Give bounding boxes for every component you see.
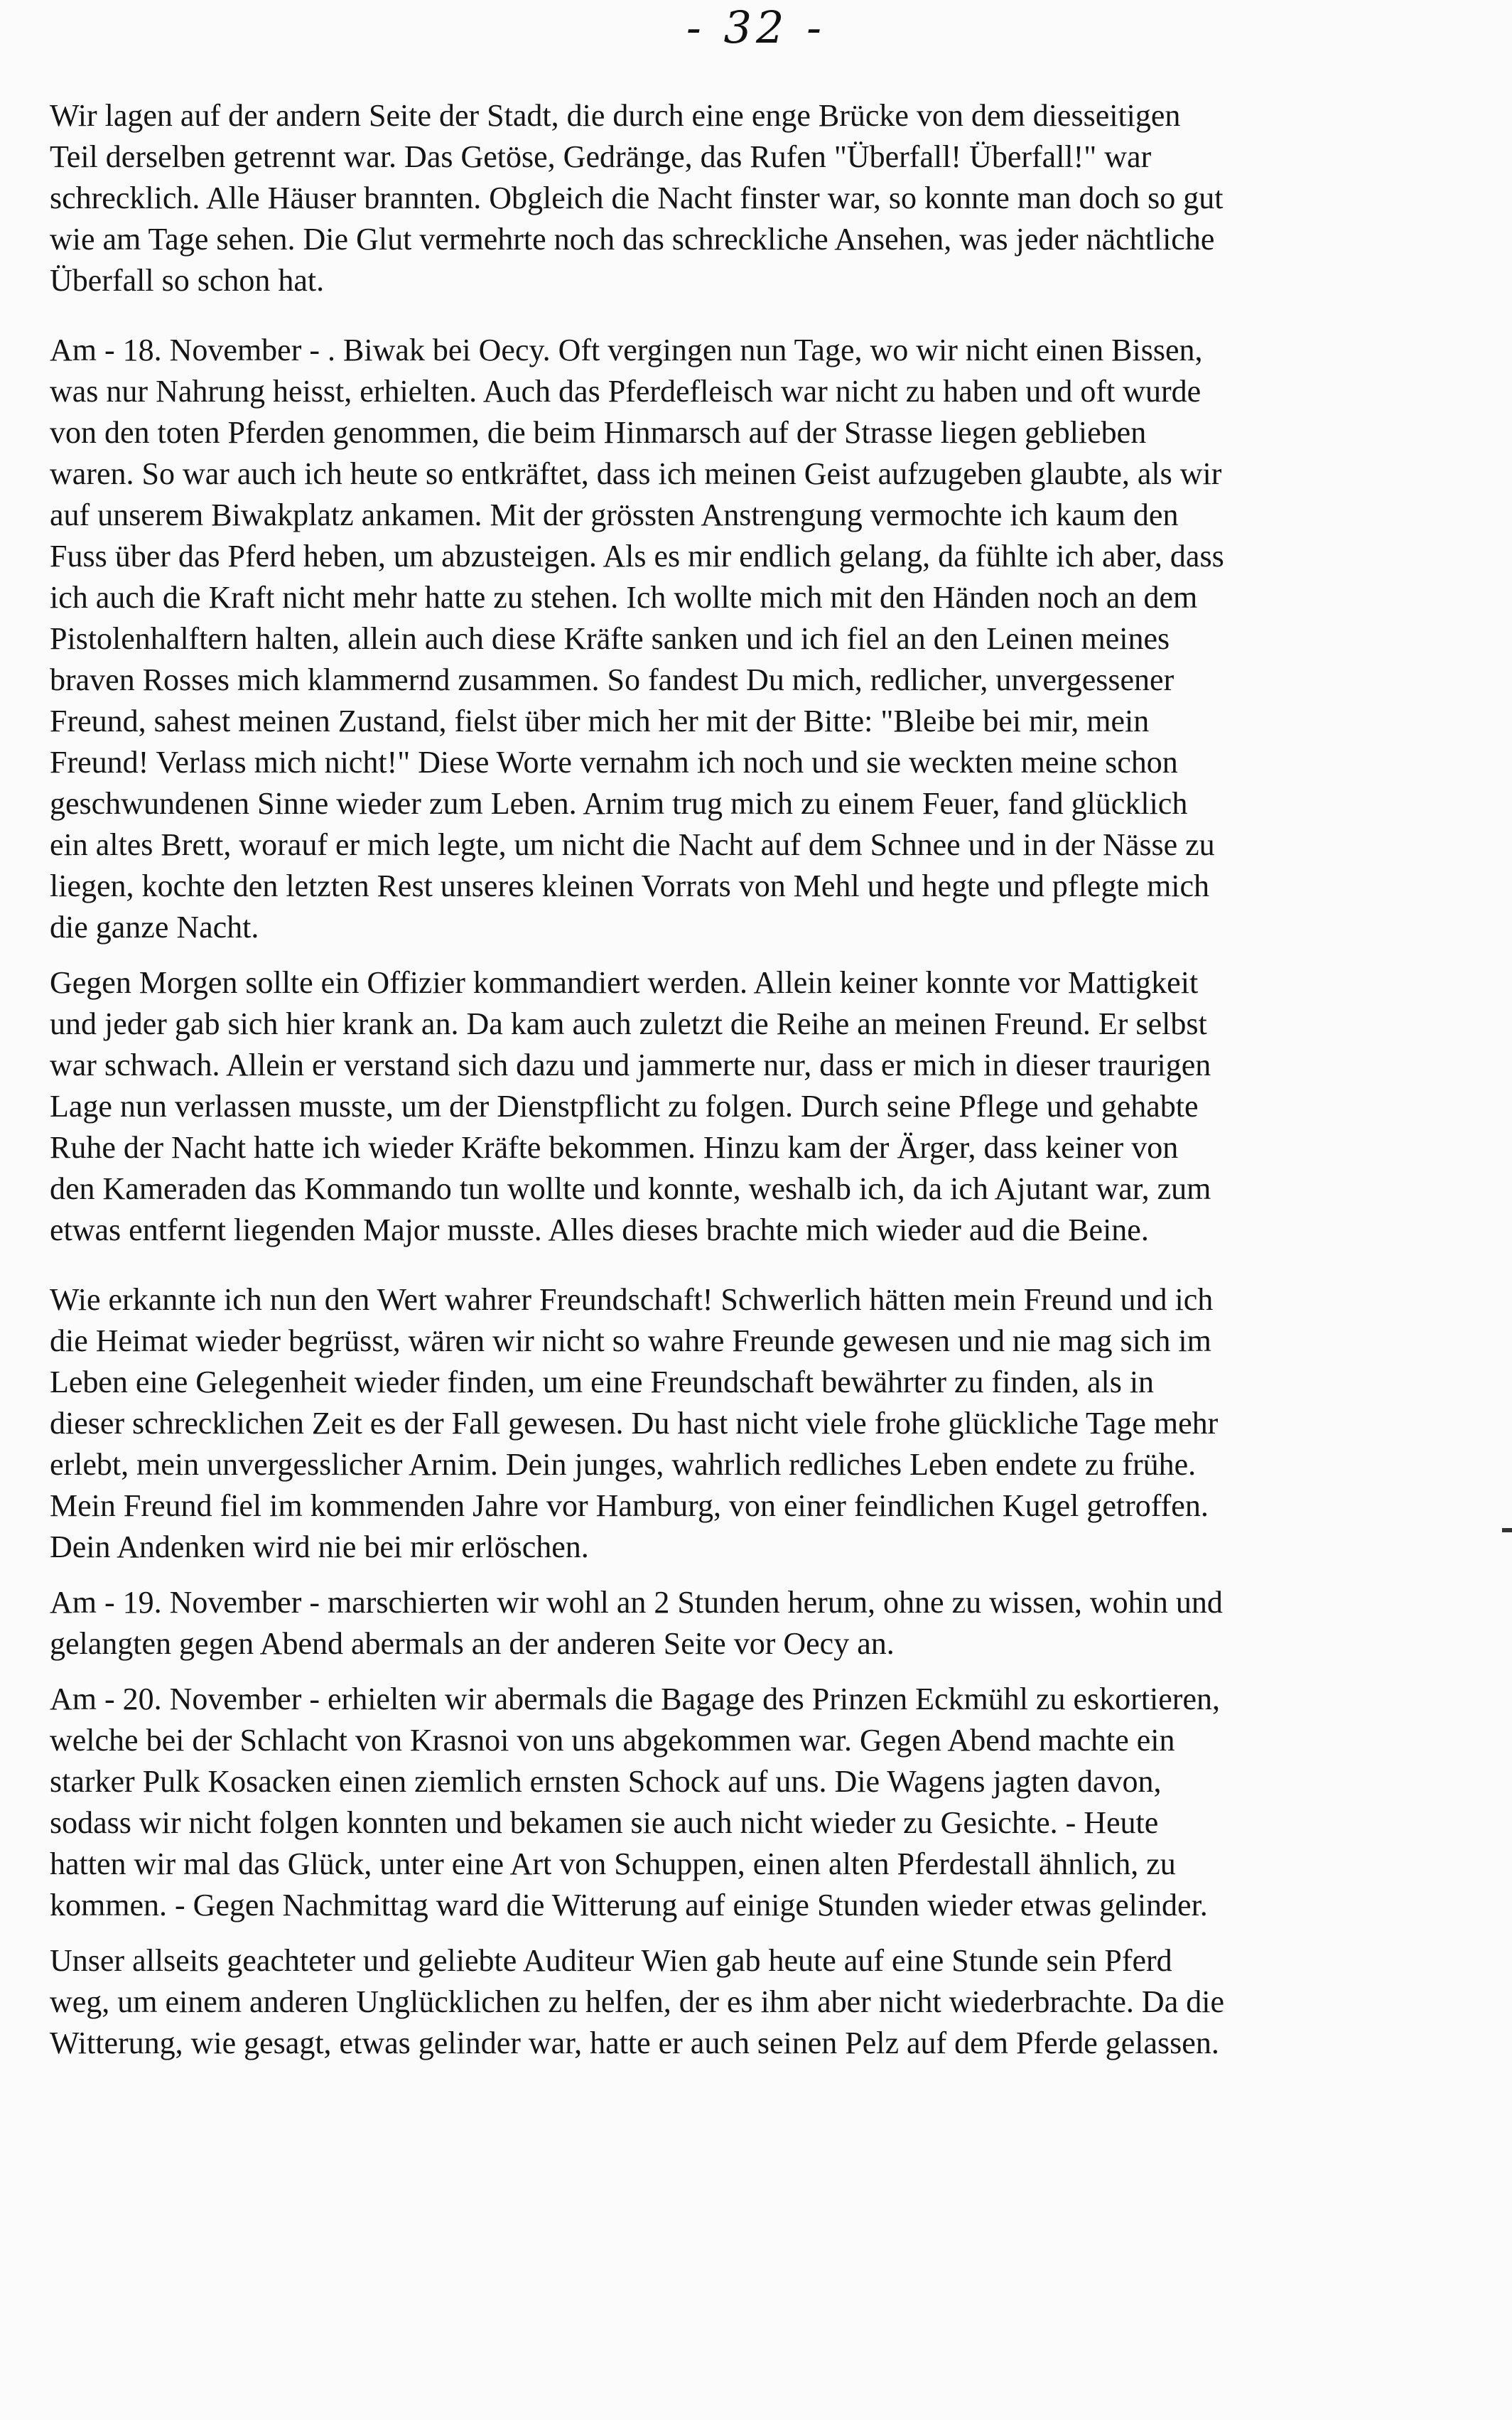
text-line: und jeder gab sich hier krank an. Da kam auch zuletzt die Reihe an meinen Freund. Er selbst — [50, 1006, 1207, 1041]
text-line: waren. So war auch ich heute so entkräftet, dass ich meinen Geist aufzugeben glaubte, als wir — [50, 456, 1222, 491]
text-line: auf unserem Biwakplatz ankamen. Mit der grössten Anstrengung vermochte ich kaum den — [50, 498, 1179, 532]
text-line: Dein Andenken wird nie bei mir erlöschen. — [50, 1529, 589, 1564]
text-line: geschwundenen Sinne wieder zum Leben. Arnim trug mich zu einem Feuer, fand glücklich — [50, 786, 1188, 821]
text-line: was nur Nahrung heisst, erhielten. Auch das Pferdefleisch war nicht zu haben und oft wurde — [50, 374, 1202, 409]
margin-mark — [1502, 1528, 1512, 1532]
text-line: die ganze Nacht. — [50, 910, 259, 945]
text-line: Am - 19. November - marschierten wir wohl an 2 Stunden herum, ohne zu wissen, wohin und — [50, 1585, 1223, 1620]
text-line: Überfall so schon hat. — [50, 263, 325, 298]
text-line: Am - 18. November - . Biwak bei Oecy. Oft vergingen nun Tage, wo wir nicht einen Bissen, — [50, 333, 1203, 367]
text-line: die Heimat wieder begrüsst, wären wir nicht so wahre Freunde gewesen und nie mag sich im — [50, 1323, 1211, 1358]
text-line: den Kameraden das Kommando tun wollte und konnte, weshalb ich, da ich Ajutant war, zum — [50, 1171, 1211, 1206]
text-line: Wir lagen auf der andern Seite der Stadt, die durch eine enge Brücke von dem diesseitigen — [50, 98, 1181, 133]
text-line: erlebt, mein unvergesslicher Arnim. Dein junges, wahrlich redliches Leben endete zu frühe. — [50, 1447, 1197, 1482]
paragraph — [50, 962, 1478, 1251]
text-line: starker Pulk Kosacken einen ziemlich ernsten Schock auf uns. Die Wagens jagten davon, — [50, 1764, 1162, 1799]
text-line: ein altes Brett, worauf er mich legte, um nicht die Nacht auf dem Schnee und in der Nässe zu — [50, 827, 1215, 862]
body-text — [50, 95, 1478, 2092]
text-line: ich auch die Kraft nicht mehr hatte zu stehen. Ich wollte mich mit den Händen noch an dem — [50, 580, 1198, 615]
text-line: Lage nun verlassen musste, um der Dienstpflicht zu folgen. Durch seine Pflege und gehabte — [50, 1089, 1199, 1124]
paragraph — [50, 330, 1478, 948]
text-line: kommen. - Gegen Nachmittag ward die Witterung auf einige Stunden wieder etwas gelinder. — [50, 1888, 1208, 1922]
page-number: - 32 - — [686, 1, 826, 53]
text-line: braven Rosses mich klammernd zusammen. So fandest Du mich, redlicher, unvergessener — [50, 662, 1174, 697]
text-line: war schwach. Allein er verstand sich dazu und jammerte nur, dass er mich in dieser traurigen — [50, 1048, 1211, 1082]
text-line: hatten wir mal das Glück, unter eine Art von Schuppen, einen alten Pferdestall ähnlich, zu — [50, 1846, 1176, 1881]
text-line: Freund, sahest meinen Zustand, fielst über mich her mit der Bitte: "Bleibe bei mir, mein — [50, 704, 1150, 738]
text-line: Ruhe der Nacht hatte ich wieder Kräfte bekommen. Hinzu kam der Ärger, dass keiner von — [50, 1130, 1179, 1165]
text-line: dieser schrecklichen Zeit es der Fall gewesen. Du hast nicht viele frohe glückliche Tage mehr — [50, 1406, 1219, 1441]
text-line: Witterung, wie gesagt, etwas gelinder war, hatte er auch seinen Pelz auf dem Pferde gelassen. — [50, 2026, 1219, 2060]
text-line: liegen, kochte den letzten Rest unseres kleinen Vorrats von Mehl und hegte und pflegte mich — [50, 868, 1210, 903]
paragraph — [50, 1679, 1478, 1926]
paragraph — [50, 1940, 1478, 2064]
text-line: Teil derselben getrennt war. Das Getöse, Gedränge, das Rufen "Überfall! Überfall!" war — [50, 139, 1152, 174]
text-line: weg, um einem anderen Unglücklichen zu helfen, der es ihm aber nicht wiederbrachte. Da die — [50, 1984, 1224, 2019]
text-line: Pistolenhalftern halten, allein auch diese Kräfte sanken und ich fiel an den Leinen meines — [50, 621, 1170, 656]
paragraph — [50, 1582, 1478, 1665]
text-line: von den toten Pferden genommen, die beim Hinmarsch auf der Strasse liegen geblieben — [50, 415, 1147, 450]
paragraph — [50, 1279, 1478, 1568]
text-line: Wie erkannte ich nun den Wert wahrer Freundschaft! Schwerlich hätten mein Freund und ich — [50, 1282, 1214, 1317]
text-line: Freund! Verlass mich nicht!" Diese Worte vernahm ich noch und sie weckten meine schon — [50, 745, 1178, 780]
text-line: Leben eine Gelegenheit wieder finden, um eine Freundschaft bewährter zu finden, als in — [50, 1365, 1155, 1399]
paragraph — [50, 95, 1478, 301]
text-line: sodass wir nicht folgen konnten und bekamen sie auch nicht wieder zu Gesichte. - Heute — [50, 1805, 1159, 1840]
text-line: Unser allseits geachteter und geliebte Auditeur Wien gab heute auf eine Stunde sein Pferd — [50, 1943, 1172, 1978]
text-line: Mein Freund fiel im kommenden Jahre vor Hamburg, von einer feindlichen Kugel getroffen. — [50, 1488, 1209, 1523]
text-line: Fuss über das Pferd heben, um abzusteigen. Als es mir endlich gelang, da fühlte ich aber, dass — [50, 539, 1224, 574]
text-line: wie am Tage sehen. Die Glut vermehrte noch das schreckliche Ansehen, was jeder nächtliche — [50, 222, 1215, 257]
text-line: etwas entfernt liegenden Major musste. Alles dieses brachte mich wieder aud die Beine. — [50, 1212, 1149, 1247]
text-line: gelangten gegen Abend abermals an der anderen Seite vor Oecy an. — [50, 1626, 895, 1661]
text-line: schrecklich. Alle Häuser brannten. Obgleich die Nacht finster war, so konnte man doch so gut — [50, 181, 1224, 215]
text-line: Am - 20. November - erhielten wir abermals die Bagage des Prinzen Eckmühl zu eskortieren, — [50, 1682, 1220, 1716]
text-line: welche bei der Schlacht von Krasnoi von uns abgekommen war. Gegen Abend machte ein — [50, 1723, 1175, 1758]
text-line: Gegen Morgen sollte ein Offizier kommandiert werden. Allein keiner konnte vor Mattigkeit — [50, 965, 1199, 1000]
